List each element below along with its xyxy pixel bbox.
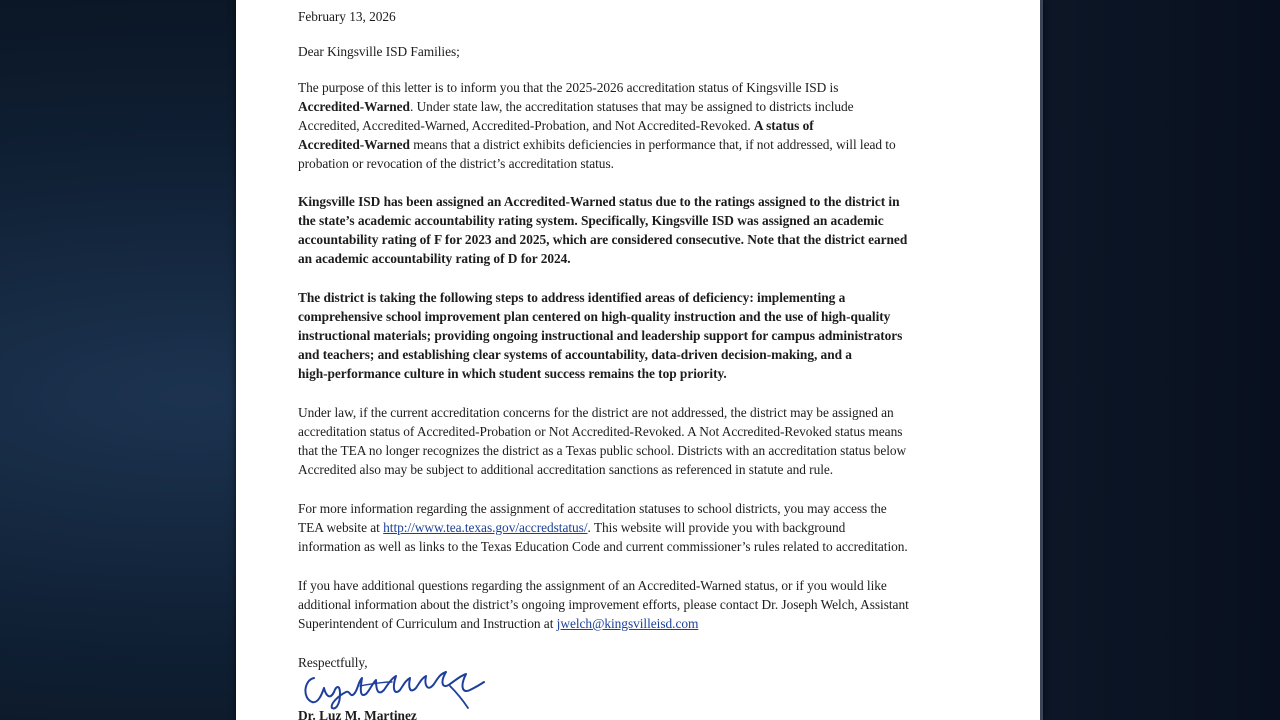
letter-greeting: Dear Kingsville ISD Families; xyxy=(298,44,460,59)
p4-line: accreditation status of Accredited-Probation or Not Accredited-Revoked. A Not Accredited-Revoked status means xyxy=(298,424,903,439)
signature xyxy=(300,664,490,712)
p3-line: comprehensive school improvement plan centered on high-quality instruction and the use of high-quality xyxy=(298,309,891,324)
p5-line: information as well as links to the Texas Education Code and current commissioner’s rules related to accreditation. xyxy=(298,539,908,554)
p2-line: an academic accountability rating of D for 2024. xyxy=(298,251,571,266)
page-edge xyxy=(1040,0,1043,720)
p3-line: instructional materials; providing ongoing instructional and leadership support for campus administrators xyxy=(298,328,903,343)
background-right xyxy=(1043,0,1280,720)
letter-page xyxy=(236,0,1043,720)
p3-line: and teachers; and establishing clear systems of accountability, data-driven decision-making, and a xyxy=(298,347,852,362)
p6-line: additional information about the district’s ongoing improvement efforts, please contact Dr. Joseph Welch, Assistant xyxy=(298,597,909,612)
p1-line: The purpose of this letter is to inform you that the 2025-2026 accreditation status of Kingsville ISD is xyxy=(298,80,839,95)
p6-line: Superintendent of Curriculum and Instruction at jwelch@kingsvilleisd.com xyxy=(298,616,699,631)
p4-line: Accredited also may be subject to additional accreditation sanctions as referenced in statute and rule. xyxy=(298,462,834,477)
p2-line: accountability rating of F for 2023 and 2025, which are considered consecutive. Note that the district earned xyxy=(298,232,908,247)
closing: Respectfully, xyxy=(298,655,368,670)
p3-line: The district is taking the following steps to address identified areas of deficiency: implementing a xyxy=(298,290,846,305)
p1-line: probation or revocation of the district’s accreditation status. xyxy=(298,156,614,171)
p1-line: Accredited-Warned. Under state law, the accreditation statuses that may be assigned to districts include xyxy=(298,99,854,114)
tea-website-link[interactable]: http://www.tea.texas.gov/accredstatus/ xyxy=(383,520,588,535)
letter-date: February 13, 2026 xyxy=(298,9,396,24)
status-term: Accredited-Warned xyxy=(298,99,410,114)
p6-line: If you have additional questions regarding the assignment of an Accredited-Warned status, or if you would like xyxy=(298,578,887,593)
p2-line: Kingsville ISD has been assigned an Accredited-Warned status due to the ratings assigned to the district in xyxy=(298,194,900,209)
p5-line: For more information regarding the assignment of accreditation statuses to school districts, you may access the xyxy=(298,501,887,516)
p2-line: the state’s academic accountability rating system. Specifically, Kingsville ISD was assigned an academic xyxy=(298,213,884,228)
p5-line: TEA website at http://www.tea.texas.gov/accredstatus/. This website will provide you with background xyxy=(298,520,846,535)
status-term: Accredited-Warned xyxy=(298,137,410,152)
contact-email-link[interactable]: jwelch@kingsvilleisd.com xyxy=(556,616,699,631)
p1-line: Accredited-Warned means that a district exhibits deficiencies in performance that, if not addressed, will lead to xyxy=(298,137,896,152)
p4-line: Under law, if the current accreditation concerns for the district are not addressed, the district may be assigned an xyxy=(298,405,894,420)
p4-line: that the TEA no longer recognizes the district as a Texas public school. Districts with an accreditation status below xyxy=(298,443,907,458)
signer-name: Dr. Luz M. Martinez xyxy=(298,708,417,720)
p1-line: Accredited, Accredited-Warned, Accredited-Probation, and Not Accredited-Revoked. A status of xyxy=(298,118,814,133)
p3-line: high-performance culture in which student success remains the top priority. xyxy=(298,366,727,381)
